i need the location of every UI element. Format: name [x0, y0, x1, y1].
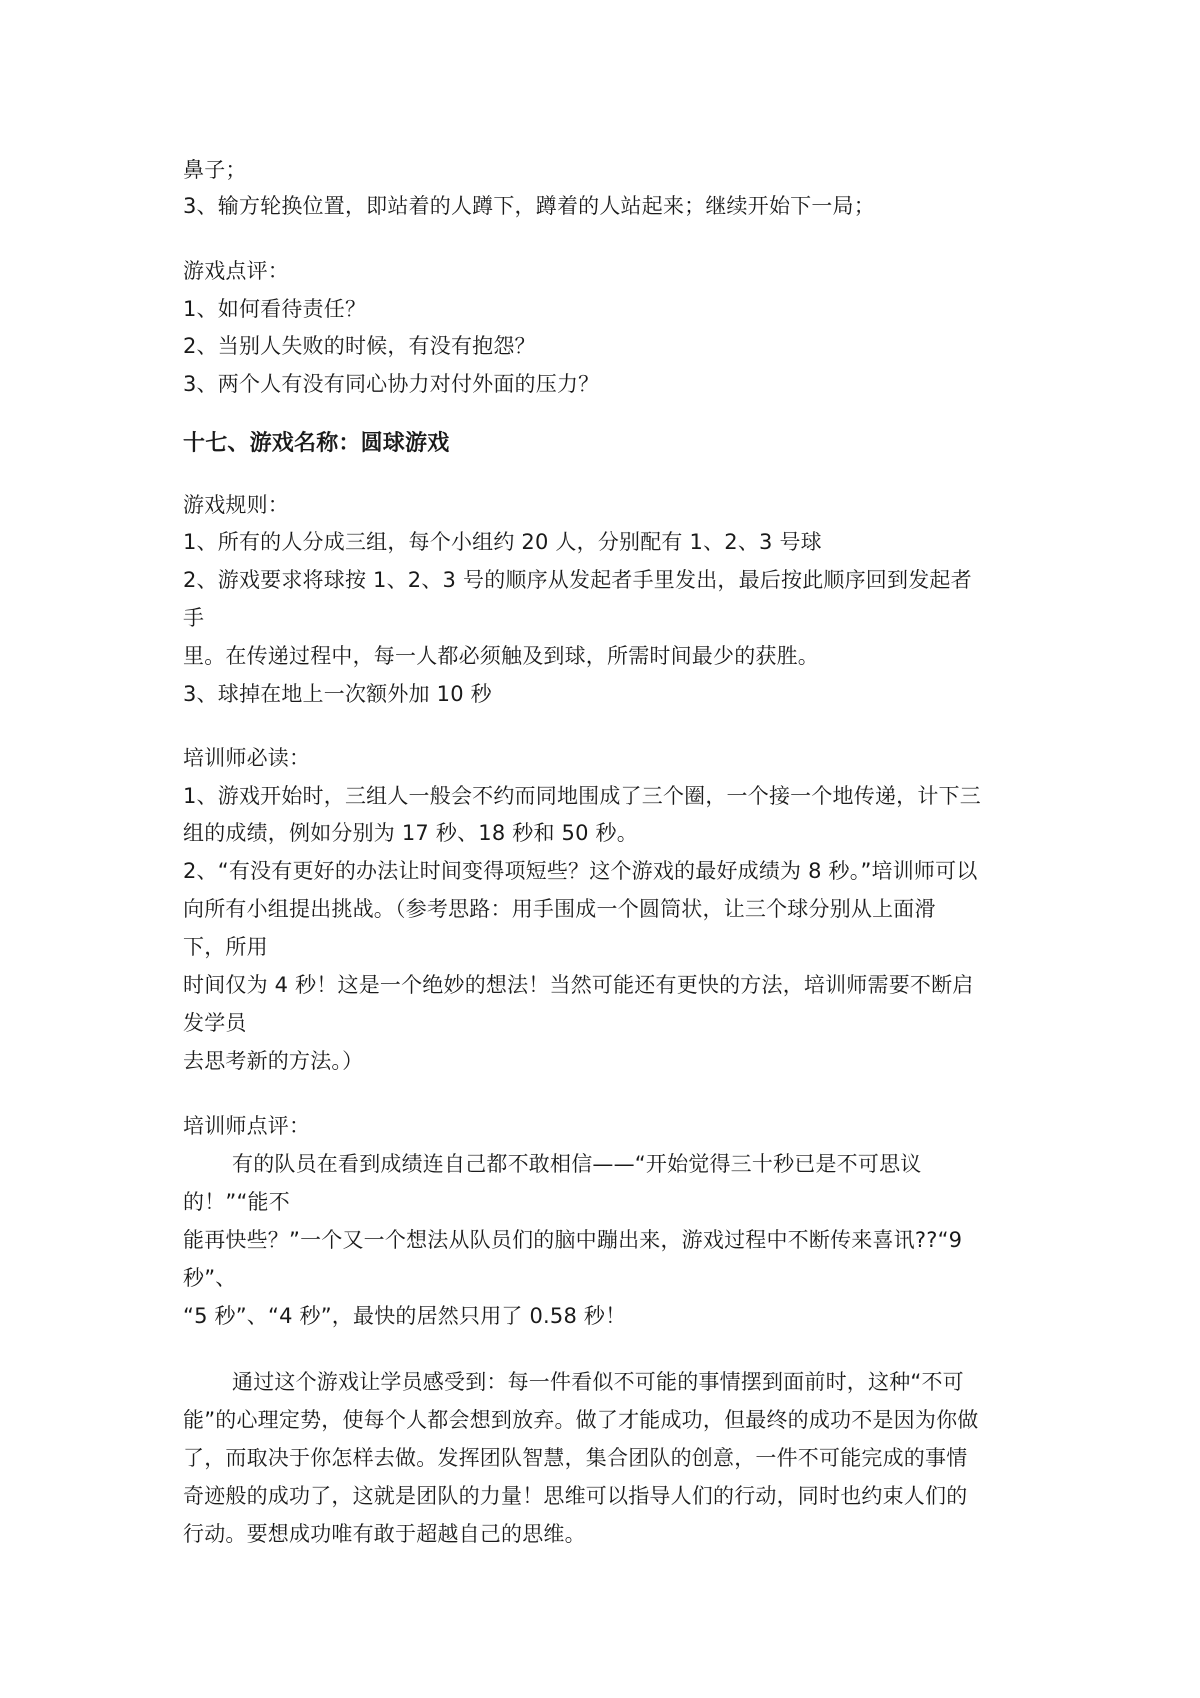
- text-line: 发学员: [183, 1011, 247, 1035]
- text-line: 3、两个人有没有同心协力对付外面的压力？: [183, 372, 600, 396]
- text-line: 2、“有没有更好的办法让时间变得项短些？这个游戏的最好成绩为 8 秒。”培训师可以: [183, 859, 978, 883]
- text-line: 3、球掉在地上一次额外加 10 秒: [183, 682, 492, 706]
- text-line: 行动。要想成功唯有敢于超越自己的思维。: [183, 1522, 586, 1546]
- text-line: 鼻子；: [183, 158, 247, 182]
- text-line: 有的队员在看到成绩连自己都不敢相信——“开始觉得三十秒已是不可思议: [232, 1152, 922, 1176]
- text-line: 能”的心理定势，使每个人都会想到放弃。做了才能成功，但最终的成功不是因为你做: [183, 1408, 979, 1432]
- text-line: 向所有小组提出挑战。（参考思路：用手围成一个圆筒状，让三个球分别从上面滑: [183, 897, 936, 921]
- text-line: 的！”“能不: [183, 1190, 290, 1214]
- text-line: 1、所有的人分成三组，每个小组约 20 人，分别配有 1、2、3 号球: [183, 530, 822, 554]
- text-line: 里。在传递过程中，每一人都必须触及到球，所需时间最少的获胜。: [183, 644, 819, 668]
- section-heading: 十七、游戏名称：圆球游戏: [183, 431, 450, 456]
- text-line: 奇迹般的成功了，这就是团队的力量！思维可以指导人们的行动，同时也约束人们的: [183, 1484, 968, 1508]
- text-line: 了，而取决于你怎样去做。发挥团队智慧，集合团队的创意，一件不可能完成的事情: [183, 1446, 968, 1470]
- text-line: 3、输方轮换位置，即站着的人蹲下，蹲着的人站起来；继续开始下一局；: [183, 194, 875, 218]
- text-line: 通过这个游戏让学员感受到：每一件看似不可能的事情摆到面前时，这种“不可: [232, 1370, 964, 1394]
- text-line: 2、游戏要求将球按 1、2、3 号的顺序从发起者手里发出，最后按此顺序回到发起者: [183, 568, 972, 592]
- section-label: 培训师必读：: [183, 746, 311, 770]
- text-line: 手: [183, 606, 205, 630]
- text-line: 下，所用: [183, 935, 268, 959]
- text-line: 1、游戏开始时，三组人一般会不约而同地围成了三个圈，一个接一个地传递，计下三: [183, 784, 981, 808]
- text-line: 组的成绩，例如分别为 17 秒、18 秒和 50 秒。: [183, 821, 638, 845]
- text-line: 1、如何看待责任？: [183, 297, 367, 321]
- section-label: 游戏规则：: [183, 493, 289, 517]
- section-label: 培训师点评：: [183, 1114, 311, 1138]
- text-line: 去思考新的方法。）: [183, 1049, 364, 1073]
- text-line: 时间仅为 4 秒！这是一个绝妙的想法！当然可能还有更快的方法，培训师需要不断启: [183, 973, 974, 997]
- section-label: 游戏点评：: [183, 259, 289, 283]
- text-line: “5 秒”、“4 秒”，最快的居然只用了 0.58 秒！: [183, 1304, 627, 1328]
- text-line: 秒”、: [183, 1266, 237, 1290]
- text-line: 2、当别人失败的时候，有没有抱怨？: [183, 334, 536, 358]
- text-line: 能再快些？”一个又一个想法从队员们的脑中蹦出来，游戏过程中不断传来喜讯??“9: [183, 1228, 963, 1252]
